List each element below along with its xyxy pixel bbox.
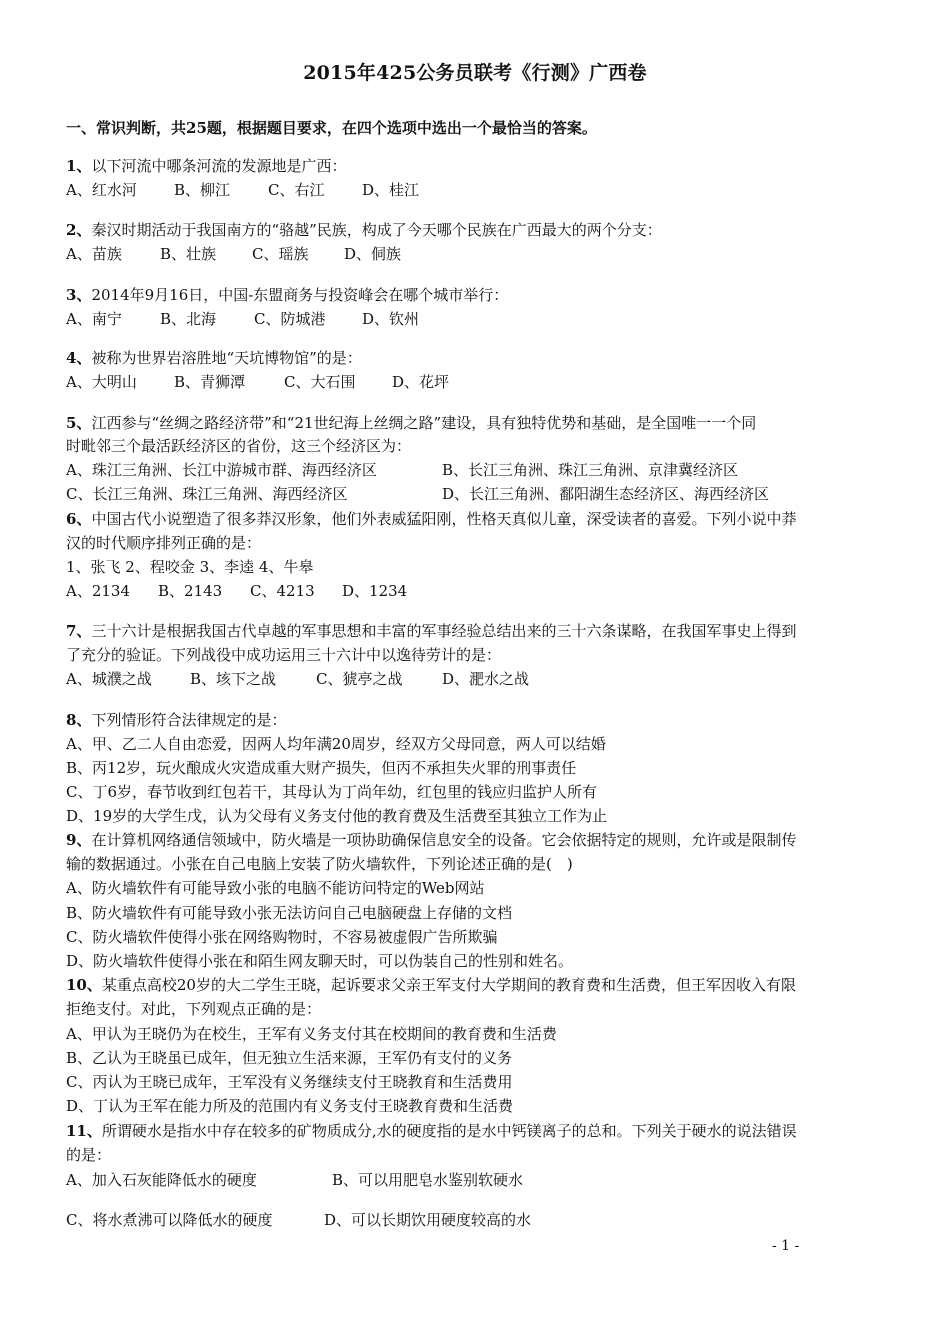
question-3-stem bbox=[66, 285, 508, 305]
option-c: C、防火墙软件使得小张在网络购物时，不容易被虚假广告所欺骗 bbox=[66, 928, 498, 946]
option-b: B、壮族 bbox=[160, 245, 217, 263]
option-c: C、右江 bbox=[268, 181, 325, 199]
option-a: A、南宁 bbox=[66, 310, 122, 328]
question-number: 1、 bbox=[66, 157, 92, 175]
question-number: 8、 bbox=[66, 711, 92, 729]
question-10-stem bbox=[66, 975, 796, 995]
question-6-options bbox=[66, 581, 407, 601]
question-5-options-row2 bbox=[66, 484, 769, 504]
question-text: 下列情形符合法律规定的是： bbox=[91, 711, 287, 729]
option-a: A、珠江三角洲、长江中游城市群、海西经济区 bbox=[66, 461, 377, 479]
option-d: D、可以长期饮用硬度较高的水 bbox=[324, 1211, 532, 1229]
option-a: A、红水河 bbox=[66, 181, 137, 199]
option-d: D、钦州 bbox=[362, 310, 420, 328]
question-5-options-row1 bbox=[66, 460, 738, 480]
question-number: 2、 bbox=[66, 221, 92, 239]
option-c: C、长江三角洲、珠江三角洲、海西经济区 bbox=[66, 485, 348, 503]
option-b: B、垓下之战 bbox=[190, 670, 277, 688]
question-7-options bbox=[66, 669, 529, 689]
option-c: C、丁6岁，春节收到红包若干，其母认为丁尚年幼，红包里的钱应归监护人所有 bbox=[66, 783, 598, 801]
question-number: 9、 bbox=[66, 831, 92, 849]
question-text: 江西参与“丝绸之路经济带”和“21世纪海上丝绸之路”建设，具有独特优势和基础，是全国唯一一个同 bbox=[91, 414, 757, 432]
question-number: 7、 bbox=[66, 622, 92, 640]
option-c: C、丙认为王晓已成年，王军没有义务继续支付王晓教育和生活费用 bbox=[66, 1073, 513, 1091]
option-a: A、苗族 bbox=[66, 245, 122, 263]
question-6-stem-cont: 汉的时代顺序排列正确的是： bbox=[66, 534, 262, 552]
option-a: A、防火墙软件有可能导致小张的电脑不能访问特定的Web网站 bbox=[66, 879, 485, 897]
option-c: C、猇亭之战 bbox=[316, 670, 403, 688]
page-title: 2015年425公务员联考《行测》广西卷 bbox=[303, 62, 647, 84]
question-number: 3、 bbox=[66, 286, 92, 304]
option-c: C、4213 bbox=[250, 582, 315, 600]
option-b: B、丙12岁，玩火酿成火灾造成重大财产损失，但丙不承担失火罪的刑事责任 bbox=[66, 759, 577, 777]
option-d: D、19岁的大学生戊，认为父母有义务支付他的教育费及生活费至其独立工作为止 bbox=[66, 807, 608, 825]
question-text: 三十六计是根据我国古代卓越的军事思想和丰富的军事经验总结出来的三十六条谋略，在我国军事史上得到 bbox=[91, 622, 797, 640]
question-6-items: 1、张飞 2、程咬金 3、李逵 4、牛皋 bbox=[66, 558, 314, 576]
question-4-options bbox=[66, 372, 449, 392]
question-11-stem bbox=[66, 1121, 797, 1141]
question-number: 5、 bbox=[66, 414, 92, 432]
option-d: D、防火墙软件使得小张在和陌生网友聊天时，可以伪装自己的性别和姓名。 bbox=[66, 952, 574, 970]
option-d: D、丁认为王军在能力所及的范围内有义务支付王晓教育费和生活费 bbox=[66, 1097, 514, 1115]
option-c: C、大石围 bbox=[284, 373, 356, 391]
question-text: 被称为世界岩溶胜地“天坑博物馆”的是： bbox=[91, 349, 362, 367]
question-text: 秦汉时期活动于我国南方的“骆越”民族，构成了今天哪个民族在广西最大的两个分支： bbox=[91, 221, 662, 239]
question-5-stem-cont: 时毗邻三个最活跃经济区的省份，这三个经济区为： bbox=[66, 437, 412, 455]
question-11-options-row1 bbox=[66, 1170, 523, 1190]
option-b: B、防火墙软件有可能导致小张无法访问自己电脑硬盘上存储的文档 bbox=[66, 904, 513, 922]
section-heading: 一、常识判断，共25题，根据题目要求，在四个选项中选出一个最恰当的答案。 bbox=[66, 119, 597, 137]
page-number: - 1 - bbox=[772, 1238, 800, 1254]
question-8-stem bbox=[66, 710, 286, 730]
question-1-options bbox=[66, 180, 419, 200]
option-c: C、将水煮沸可以降低水的硬度 bbox=[66, 1211, 273, 1229]
option-a: A、城濮之战 bbox=[66, 670, 152, 688]
option-b: B、可以用肥皂水鉴别软硬水 bbox=[332, 1171, 524, 1189]
question-number: 4、 bbox=[66, 349, 92, 367]
question-11-stem-cont: 的是： bbox=[66, 1146, 112, 1164]
question-1-stem bbox=[66, 156, 346, 176]
question-2-stem bbox=[66, 220, 662, 240]
question-number: 6、 bbox=[66, 510, 92, 528]
question-text: 2014年9月16日，中国-东盟商务与投资峰会在哪个城市举行： bbox=[91, 286, 509, 304]
option-a: A、甲、乙二人自由恋爱，因两人均年满20周岁，经双方父母同意，两人可以结婚 bbox=[66, 735, 606, 753]
option-c: C、防城港 bbox=[254, 310, 326, 328]
option-b: B、柳江 bbox=[174, 181, 231, 199]
option-d: D、1234 bbox=[342, 582, 408, 600]
option-d: D、长江三角洲、鄱阳湖生态经济区、海西经济区 bbox=[442, 485, 770, 503]
question-5-stem bbox=[66, 413, 756, 433]
question-number: 10、 bbox=[66, 976, 102, 994]
option-d: D、侗族 bbox=[344, 245, 402, 263]
option-a: A、2134 bbox=[66, 582, 131, 600]
option-c: C、瑶族 bbox=[252, 245, 309, 263]
option-a: A、加入石灰能降低水的硬度 bbox=[66, 1171, 257, 1189]
question-text: 所谓硬水是指水中存在较多的矿物质成分,水的硬度指的是水中钙镁离子的总和。下列关于硬水的说法错误 bbox=[101, 1122, 797, 1140]
option-b: B、长江三角洲、珠江三角洲、京津冀经济区 bbox=[442, 461, 739, 479]
question-7-stem-cont: 了充分的验证。下列战役中成功运用三十六计中以逸待劳计的是： bbox=[66, 646, 502, 664]
option-a: A、甲认为王晓仍为在校生，王军有义务支付其在校期间的教育费和生活费 bbox=[66, 1025, 557, 1043]
question-7-stem bbox=[66, 621, 796, 641]
question-4-stem bbox=[66, 348, 362, 368]
question-11-options-row2 bbox=[66, 1210, 531, 1230]
option-b: B、北海 bbox=[160, 310, 217, 328]
option-d: D、淝水之战 bbox=[442, 670, 530, 688]
option-a: A、大明山 bbox=[66, 373, 137, 391]
question-text: 在计算机网络通信领域中，防火墙是一项协助确保信息安全的设备。它会依据特定的规则，允许或是限制传 bbox=[91, 831, 797, 849]
option-b: B、乙认为王晓虽已成年，但无独立生活来源，王军仍有支付的义务 bbox=[66, 1049, 513, 1067]
option-b: B、2143 bbox=[158, 582, 223, 600]
question-10-stem-cont: 拒绝支付。对此，下列观点正确的是： bbox=[66, 1000, 322, 1018]
option-b: B、青狮潭 bbox=[174, 373, 246, 391]
question-9-stem-cont: 输的数据通过。小张在自己电脑上安装了防火墙软件，下列论述正确的是( ) bbox=[66, 855, 573, 873]
option-d: D、花坪 bbox=[392, 373, 450, 391]
option-d: D、桂江 bbox=[362, 181, 420, 199]
question-number: 11、 bbox=[66, 1122, 102, 1140]
question-6-stem bbox=[66, 509, 796, 529]
question-text: 某重点高校20岁的大二学生王晓，起诉要求父亲王军支付大学期间的教育费和生活费，但王军因收入有限 bbox=[101, 976, 796, 994]
question-2-options bbox=[66, 244, 401, 264]
question-3-options bbox=[66, 309, 419, 329]
question-text: 以下河流中哪条河流的发源地是广西： bbox=[91, 157, 347, 175]
question-9-stem bbox=[66, 830, 796, 850]
question-text: 中国古代小说塑造了很多莽汉形象，他们外表威猛阳刚，性格天真似儿童，深受读者的喜爱。下列小说中莽 bbox=[91, 510, 797, 528]
